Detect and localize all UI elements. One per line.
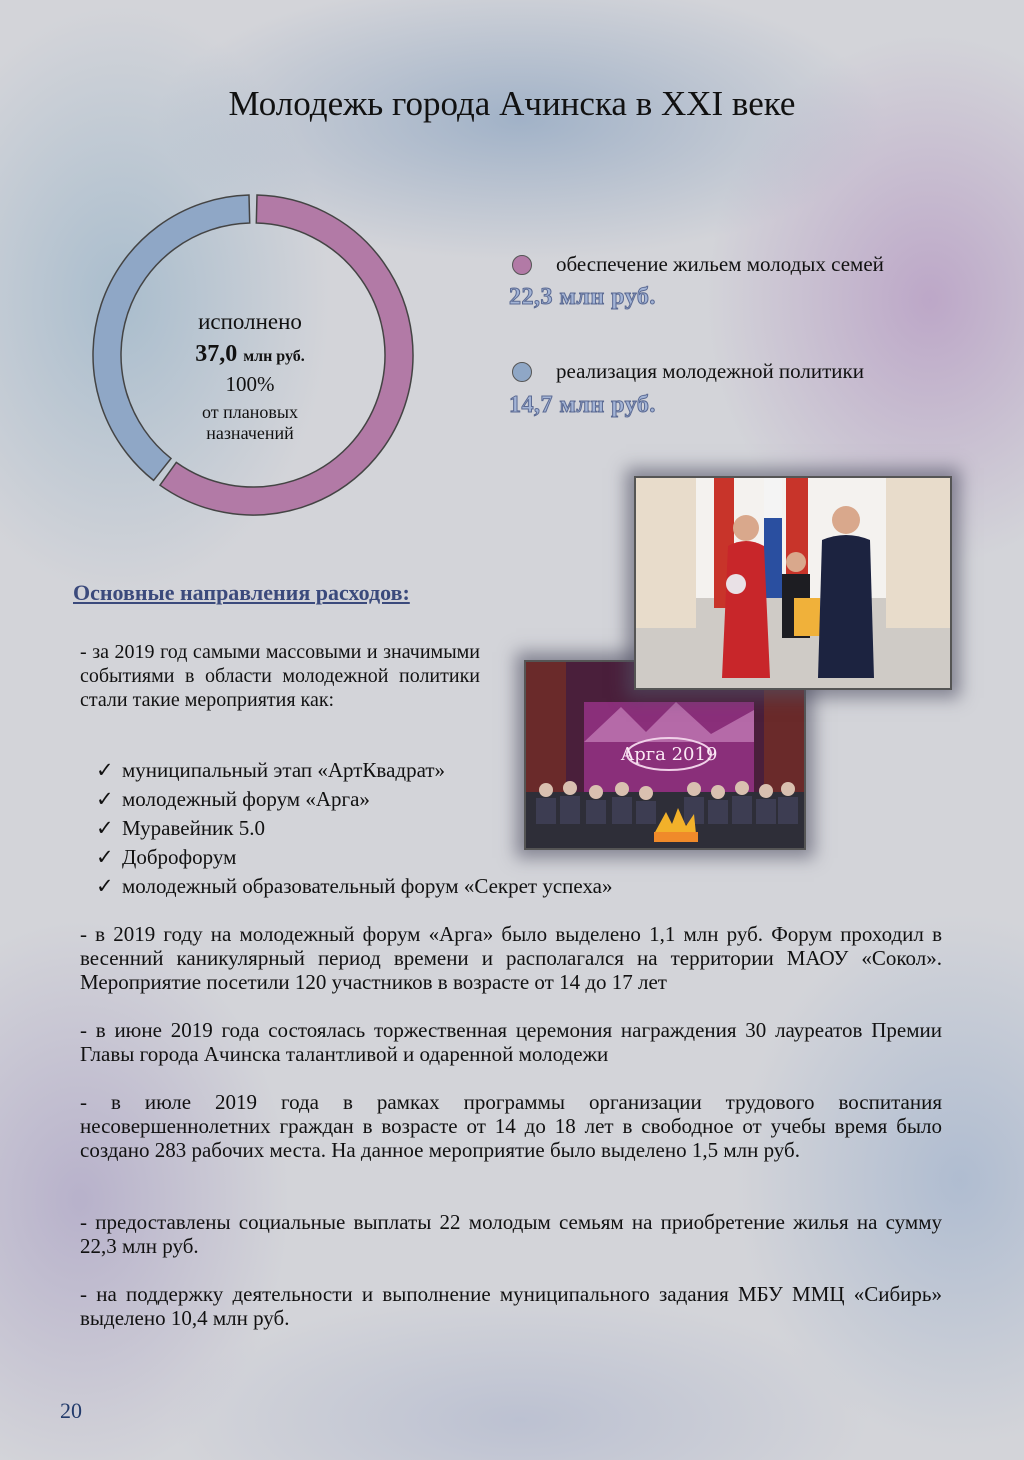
center-percent: 100%	[225, 372, 275, 397]
intro-paragraph: - за 2019 год самыми массовыми и значимыми событиями в области молодежной политики стали такие мероприятия как:	[80, 641, 480, 711]
legend-value-youth-policy: 14,7 млн руб.	[509, 392, 656, 418]
checkmark-icon: ✓	[96, 758, 114, 782]
total-unit: млн руб.	[243, 347, 305, 365]
list-item-text: Доброфорум	[122, 845, 237, 869]
list-item	[96, 814, 613, 843]
list-item	[96, 756, 613, 785]
paragraph-arga-forum: - в 2019 году на молодежный форум «Арга» было выделено 1,1 млн руб. Форум проходил в весенний каникулярный период времени и располагался на территории МАОУ «Сокол». Мероприятие посетили 120 участников в возрасте от 14 до 17 лет	[80, 922, 942, 994]
list-item-text: молодежный образовательный форум «Секрет успеха»	[122, 874, 613, 898]
checkmark-icon: ✓	[96, 816, 114, 840]
total-amount: 37,0	[195, 340, 238, 367]
list-item-text: муниципальный этап «АртКвадрат»	[122, 758, 446, 782]
paragraph-sibir-center: - на поддержку деятельности и выполнение муниципального задания МБУ ММЦ «Сибирь» выделено 10,4 млн руб.	[80, 1282, 942, 1330]
ceremony-photo-illustration	[636, 478, 950, 688]
checkmark-icon: ✓	[96, 874, 114, 898]
page-number: 20	[60, 1398, 82, 1423]
checkmark-icon: ✓	[96, 787, 114, 811]
paragraph-labor-program: - в июле 2019 года в рамках программы организации трудового воспитания несовершеннолетних граждан в возрасте от 14 до 18 лет в свободное от учебы время было создано 283 рабочих места. На данное мероприятие было выделено 1,5 млн руб.	[80, 1090, 942, 1162]
list-item	[96, 843, 613, 872]
section-heading: Основные направления расходов:	[73, 580, 410, 605]
events-checklist	[96, 756, 613, 901]
center-executed-label: исполнено	[198, 309, 302, 334]
legend-dot-youth-policy	[512, 362, 532, 382]
list-item-text: молодежный форум «Арга»	[122, 787, 370, 811]
paragraph-award-ceremony: - в июне 2019 года состоялась торжественная церемония награждения 30 лауреатов Премии Главы города Ачинска талантливой и одаренной молодежи	[80, 1018, 942, 1066]
award-ceremony-photo	[634, 476, 952, 690]
paragraph-social-payments: - предоставлены социальные выплаты 22 молодым семьям на приобретение жилья на сумму 22,3 млн руб.	[80, 1210, 942, 1258]
list-item	[96, 872, 613, 901]
forum-sign-text: Арга 2019	[620, 744, 718, 765]
legend-label-youth-policy: реализация молодежной политики	[556, 359, 864, 383]
legend-label-housing: обеспечение жильем молодых семей	[556, 252, 884, 276]
donut-center-text	[140, 308, 360, 445]
legend-dot-housing	[512, 255, 532, 275]
checkmark-icon: ✓	[96, 845, 114, 869]
list-item-text: Муравейник 5.0	[122, 816, 266, 840]
list-item	[96, 785, 613, 814]
center-note-line1: от плановых	[202, 401, 298, 422]
page-title: Молодежь города Ачинска в XXI веке	[228, 84, 796, 123]
center-note-line2: назначений	[206, 423, 294, 444]
legend-value-housing: 22,3 млн руб.	[509, 284, 656, 310]
center-total-value	[140, 340, 360, 369]
